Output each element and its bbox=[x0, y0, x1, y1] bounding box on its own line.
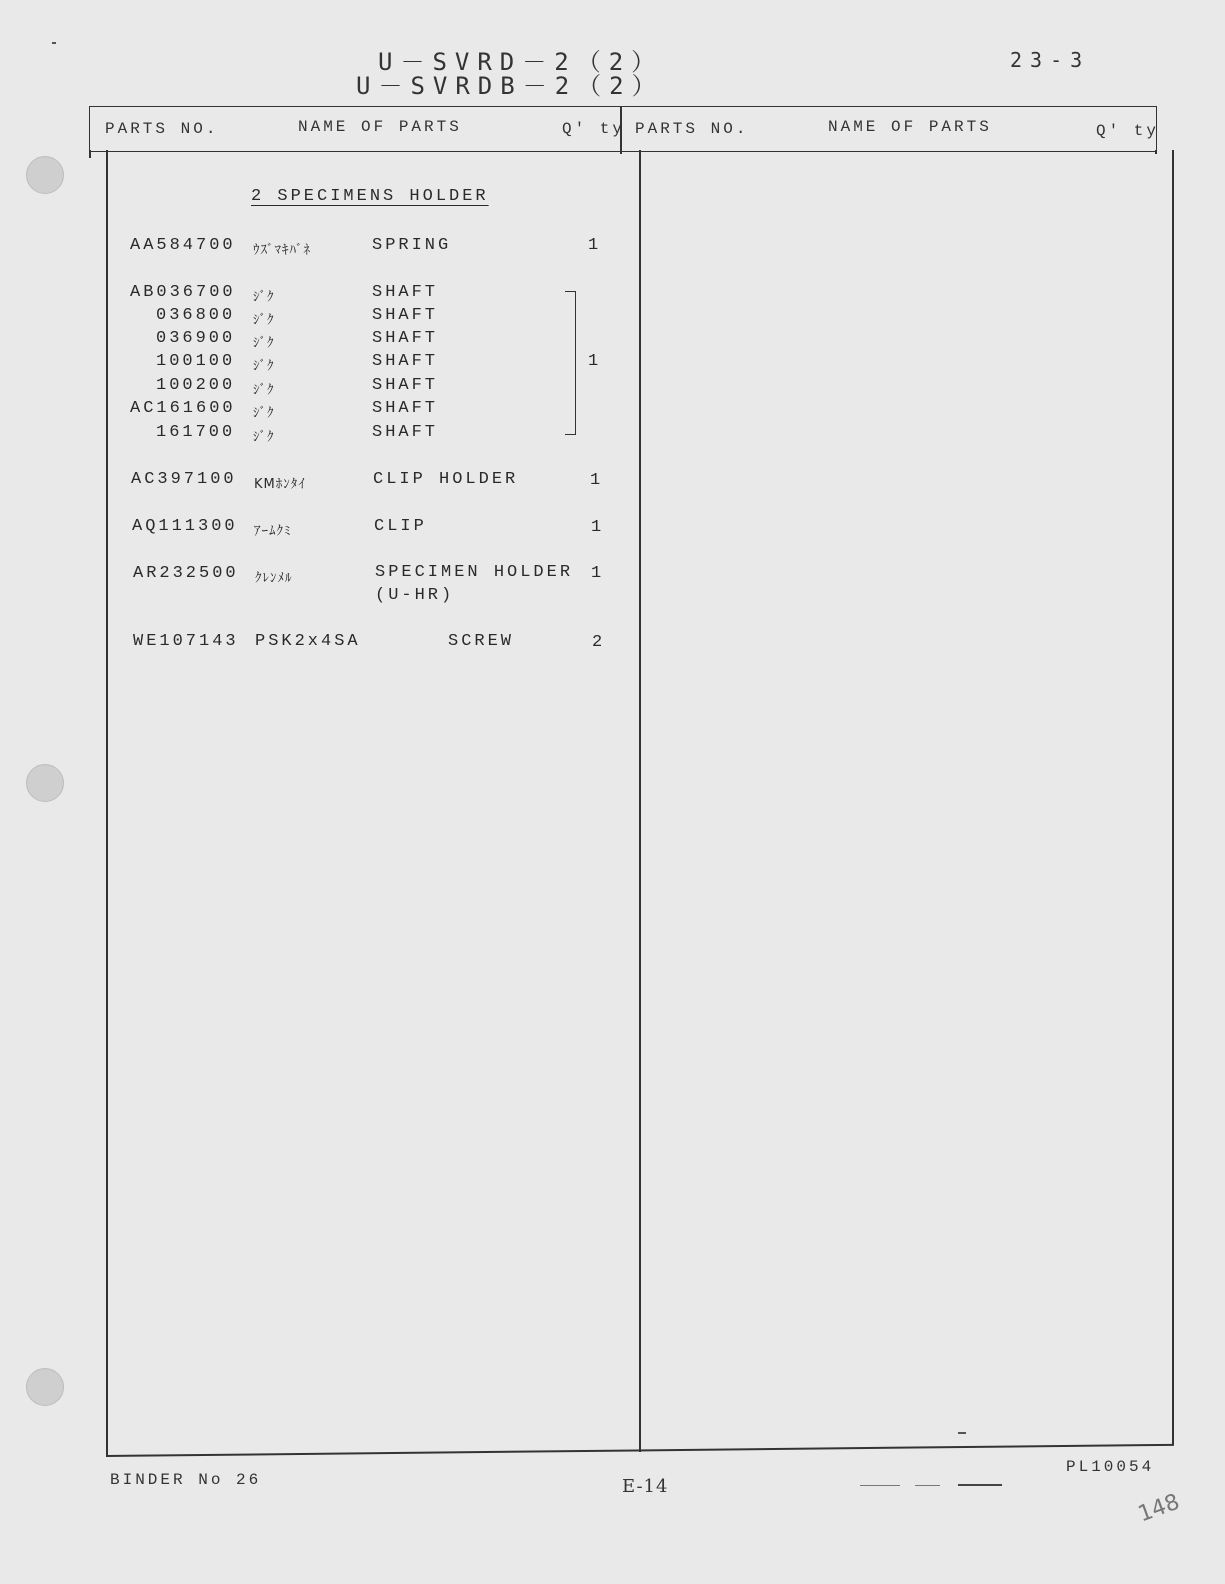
binder-hole-middle bbox=[26, 764, 64, 802]
part-qty: 1 bbox=[590, 471, 604, 490]
left-header-qty: Q' ty bbox=[562, 120, 626, 138]
part-name: SHAFT bbox=[372, 423, 439, 442]
part-name: SHAFT bbox=[372, 329, 439, 348]
part-qty: 1 bbox=[591, 564, 605, 583]
part-number: AA584700 bbox=[130, 236, 236, 255]
scan-mark bbox=[958, 1484, 1002, 1486]
part-name: SHAFT bbox=[372, 376, 439, 395]
part-qty: 1 bbox=[588, 236, 602, 255]
part-qty: 1 bbox=[588, 352, 602, 371]
binder-hole-bottom bbox=[26, 1368, 64, 1406]
shaft-group-bracket bbox=[565, 291, 576, 435]
part-number: 161700 bbox=[156, 423, 236, 442]
title-line-2: U－SVRDB－2（2） bbox=[356, 72, 664, 100]
right-header-qty: Q' ty bbox=[1096, 122, 1160, 140]
part-name: SCREW bbox=[448, 632, 515, 651]
part-name: SHAFT bbox=[372, 399, 439, 418]
part-qty: 2 bbox=[592, 633, 606, 652]
body-center-divider bbox=[620, 150, 622, 154]
part-name-jp: ｼﾞｸ bbox=[253, 290, 275, 305]
scan-mark bbox=[52, 42, 56, 44]
section-title: 2 SPECIMENS HOLDER bbox=[251, 187, 489, 206]
part-number: WE107143 bbox=[133, 632, 239, 651]
part-name: CLIP bbox=[374, 517, 427, 536]
part-number: AC161600 bbox=[130, 399, 236, 418]
part-number: AB036700 bbox=[130, 283, 236, 302]
part-number: 036900 bbox=[156, 329, 236, 348]
part-name-jp: ｼﾞｸ bbox=[253, 406, 275, 421]
part-number: 100200 bbox=[156, 376, 236, 395]
part-qty: 1 bbox=[591, 518, 605, 537]
left-header-name: NAME OF PARTS bbox=[298, 118, 462, 136]
scan-mark bbox=[958, 1432, 966, 1434]
title-line-1: U－SVRD－2（2） bbox=[378, 48, 664, 76]
right-header-parts-no: PARTS NO. bbox=[635, 120, 749, 138]
document-code: PL10054 bbox=[1066, 1458, 1155, 1476]
part-name: SHAFT bbox=[372, 306, 439, 325]
part-name-jp: ｼﾞｸ bbox=[253, 383, 275, 398]
right-header-name: NAME OF PARTS bbox=[828, 118, 992, 136]
part-number: AR232500 bbox=[133, 564, 239, 583]
part-number: AQ111300 bbox=[132, 517, 238, 536]
scan-mark bbox=[860, 1485, 900, 1486]
page-number: 23-3 bbox=[1010, 48, 1091, 72]
part-number: 100100 bbox=[156, 352, 236, 371]
part-name: SPECIMEN HOLDER bbox=[375, 563, 574, 582]
part-name: SHAFT bbox=[372, 283, 439, 302]
part-number: AC397100 bbox=[131, 470, 237, 489]
part-name-jp: ｼﾞｸ bbox=[253, 359, 275, 374]
part-name-jp: ｸﾚﾝﾒﾙ bbox=[255, 571, 293, 586]
part-name: CLIP HOLDER bbox=[373, 470, 519, 489]
scan-mark bbox=[915, 1485, 940, 1486]
part-name-jp: KMﾎﾝﾀｲ bbox=[254, 477, 306, 492]
part-name-jp: PSK2x4SA bbox=[255, 632, 361, 651]
part-name: SPRING bbox=[372, 236, 452, 255]
part-name-jp: ｼﾞｸ bbox=[253, 430, 275, 445]
body-center-divider-lower bbox=[639, 150, 641, 1452]
left-header-parts-no: PARTS NO. bbox=[105, 120, 219, 138]
part-number: 036800 bbox=[156, 306, 236, 325]
part-name-line-2: (U-HR) bbox=[375, 586, 455, 605]
part-name: SHAFT bbox=[372, 352, 439, 371]
part-name-jp: ｱｰﾑｸﾐ bbox=[254, 524, 292, 539]
body-right-border-lower bbox=[1172, 150, 1174, 1444]
binder-hole-top bbox=[26, 156, 64, 194]
binder-number: BINDER No 26 bbox=[110, 1471, 262, 1489]
part-name-jp: ｼﾞｸ bbox=[253, 336, 275, 351]
body-right-border bbox=[1155, 150, 1157, 154]
body-left-border bbox=[89, 150, 91, 158]
page-code: E-14 bbox=[622, 1476, 669, 1497]
part-name-jp: ｳｽﾞﾏｷﾊﾞﾈ bbox=[253, 243, 311, 258]
handwritten-page-number: 148 bbox=[1134, 1489, 1184, 1528]
part-name-jp: ｼﾞｸ bbox=[253, 313, 275, 328]
body-left-border-lower bbox=[106, 150, 108, 1456]
